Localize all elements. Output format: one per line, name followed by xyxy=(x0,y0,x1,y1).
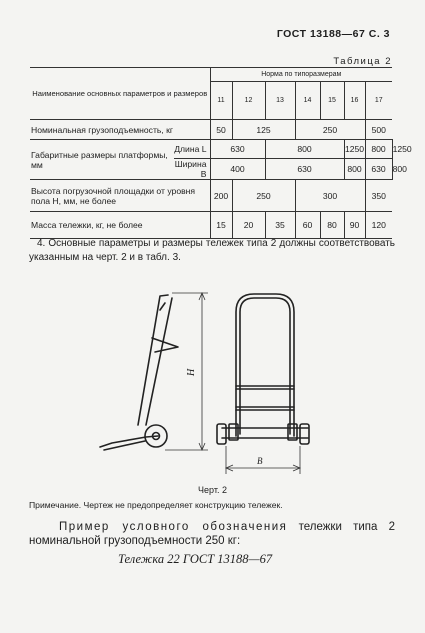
front-view xyxy=(217,294,309,444)
mass-value: 20 xyxy=(232,212,265,239)
length-value: 1250 xyxy=(344,140,365,159)
mass-value: 90 xyxy=(344,212,365,239)
height-value: 300 xyxy=(295,180,365,212)
capacity-value: 250 xyxy=(295,120,365,140)
mass-value: 15 xyxy=(210,212,232,239)
example-lead: Пример условного обозначения xyxy=(59,521,288,533)
param-column-header: Наименование основных параметров и размеров xyxy=(30,68,210,120)
dimension-b-label: B xyxy=(257,456,263,466)
table-caption: Таблица 2 xyxy=(333,56,392,67)
height-value: 200 xyxy=(210,180,232,212)
mass-value: 60 xyxy=(295,212,320,239)
mass-value: 35 xyxy=(265,212,295,239)
mass-value: 120 xyxy=(365,212,392,239)
width-value: 630 xyxy=(265,159,344,180)
platform-length-row: Габаритные размеры платформы, мм Длина L 630 800 1250 800 1250 xyxy=(30,140,392,159)
mass-label: Масса тележки, кг, не более xyxy=(30,212,210,239)
type-number: 13 xyxy=(265,82,295,120)
width-value: 400 xyxy=(210,159,265,180)
width-value: 630 xyxy=(365,159,392,180)
length-value: 800 xyxy=(265,140,344,159)
figure-note: Примечание. Чертеж не предопределяет конструкцию тележек. xyxy=(29,500,283,510)
document-header: ГОСТ 13188—67 С. 3 xyxy=(276,28,390,40)
mass-value: 80 xyxy=(320,212,344,239)
type-number: 16 xyxy=(344,82,365,120)
side-view xyxy=(100,295,178,450)
platform-width-row: Ширина B 400 630 800 630 800 xyxy=(174,159,407,179)
figure-caption: Черт. 2 xyxy=(198,485,227,495)
type-number: 15 xyxy=(320,82,344,120)
example-rest: тележки типа 2 номинальной грузоподъемности 250 кг: xyxy=(29,521,395,547)
type-number: 17 xyxy=(365,82,392,120)
example-paragraph xyxy=(29,520,395,548)
width-label: Ширина B xyxy=(174,159,210,180)
type-number: 14 xyxy=(295,82,320,120)
norm-header: Норма по типоразмерам xyxy=(210,68,392,82)
designation-example: Тележка 22 ГОСТ 13188—67 xyxy=(118,552,273,566)
capacity-label: Номинальная грузоподъемность, кг xyxy=(30,120,210,140)
height-label: Высота погрузочной площадки от уровня пола H, мм, не более xyxy=(30,180,210,212)
capacity-value: 50 xyxy=(210,120,232,140)
dimension-h-label: H xyxy=(186,368,197,376)
paragraph-4: 4. Основные параметры и размеры тележек типа 2 должны соответствовать указанным на черт. 2 и в табл. 3. xyxy=(29,238,395,263)
height-value: 250 xyxy=(232,180,295,212)
type-number: 11 xyxy=(210,82,232,120)
width-value: 800 xyxy=(344,159,365,180)
dimension-b xyxy=(226,446,300,474)
length-value: 800 xyxy=(365,140,392,159)
length-label: Длина L xyxy=(174,140,210,159)
height-value: 350 xyxy=(365,180,392,212)
capacity-value: 500 xyxy=(365,120,392,140)
platform-label: Габаритные размеры платформы, мм xyxy=(30,140,174,180)
length-value: 630 xyxy=(210,140,265,159)
type-number: 12 xyxy=(232,82,265,120)
capacity-value: 125 xyxy=(232,120,295,140)
